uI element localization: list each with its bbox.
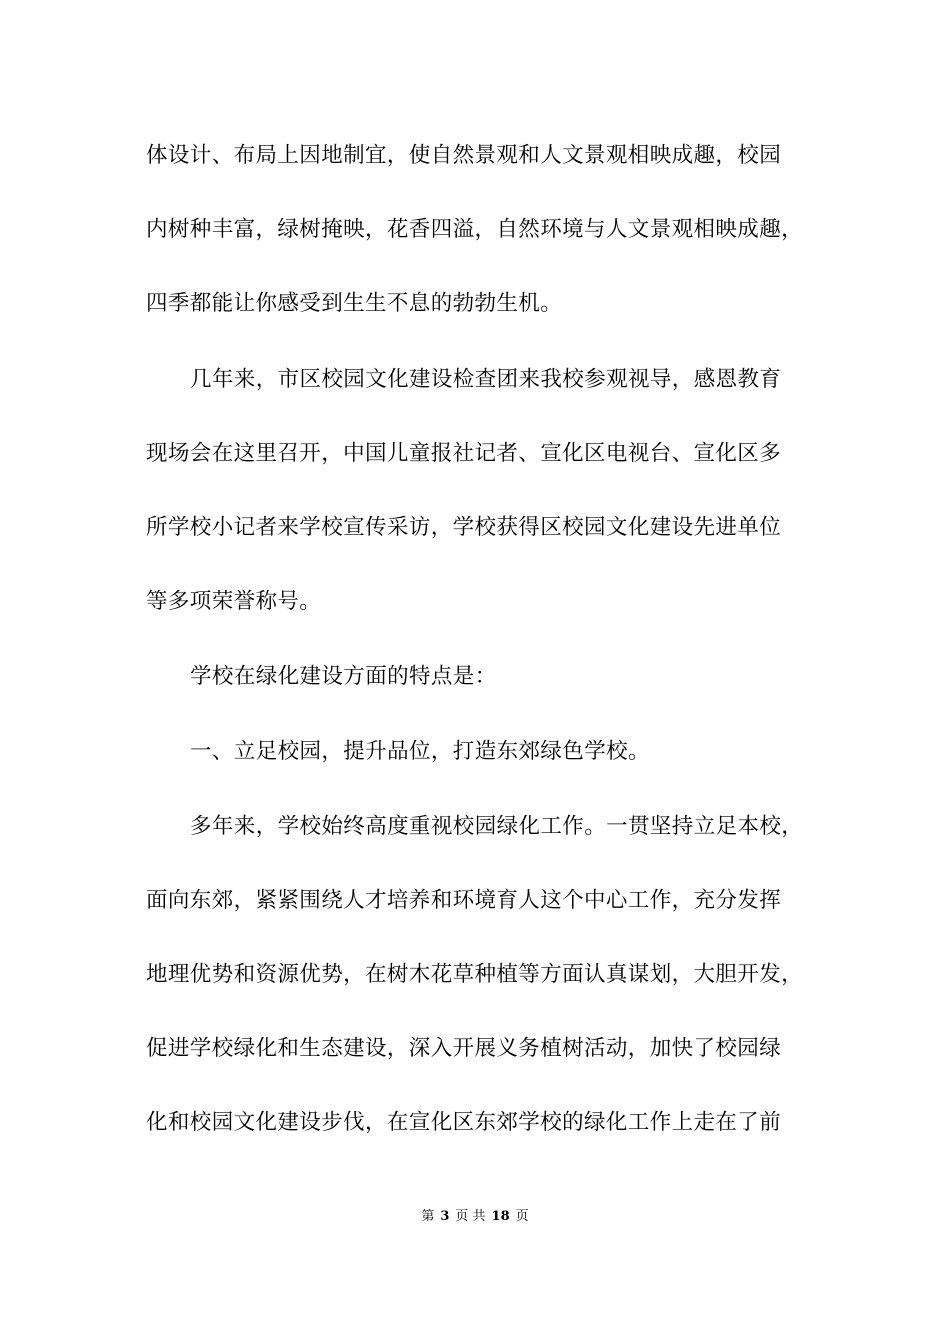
text-line: 内树种丰富，绿树掩映，花香四溢，自然环境与人文景观相映成趣， xyxy=(146,217,804,242)
page-footer xyxy=(0,1208,950,1226)
text-line: 促进学校绿化和生态建设，深入开展义务植树活动，加快了校园绿 xyxy=(146,1036,782,1061)
text-line: 体设计、布局上因地制宜，使自然景观和人文景观相映成趣，校园 xyxy=(146,143,782,168)
text-line: 面向东郊，紧紧围绕人才培养和环境育人这个中心工作，充分发挥 xyxy=(146,888,782,913)
paragraph-first-line: 多年来，学校始终高度重视校园绿化工作。一贯坚持立足本校， xyxy=(190,814,804,839)
total-page-count: 18 xyxy=(491,1209,510,1224)
text-line: 现场会在这里召开，中国儿童报社记者、宣化区电视台、宣化区多 xyxy=(146,441,782,466)
current-page-number: 3 xyxy=(440,1209,450,1224)
footer-suffix: 页 xyxy=(515,1209,529,1224)
paragraph-first-line: 几年来，市区校园文化建设检查团来我校参观视导，感恩教育 xyxy=(190,367,782,392)
text-line: 化和校园文化建设步伐，在宣化区东郊学校的绿化工作上走在了前 xyxy=(146,1110,782,1135)
text-line: 地理优势和资源优势，在树木花草种植等方面认真谋划，大胆开发， xyxy=(146,962,804,987)
text-line: 等多项荣誉称号。 xyxy=(146,589,322,614)
footer-middle: 页 共 xyxy=(455,1209,486,1224)
paragraph-first-line: 学校在绿化建设方面的特点是： xyxy=(190,664,497,689)
footer-prefix: 第 xyxy=(421,1209,435,1224)
text-line: 四季都能让你感受到生生不息的勃勃生机。 xyxy=(146,291,563,316)
section-heading: 一、立足校园，提升品位，打造东郊绿色学校。 xyxy=(190,739,650,764)
text-line: 所学校小记者来学校宣传采访，学校获得区校园文化建设先进单位 xyxy=(146,515,782,540)
